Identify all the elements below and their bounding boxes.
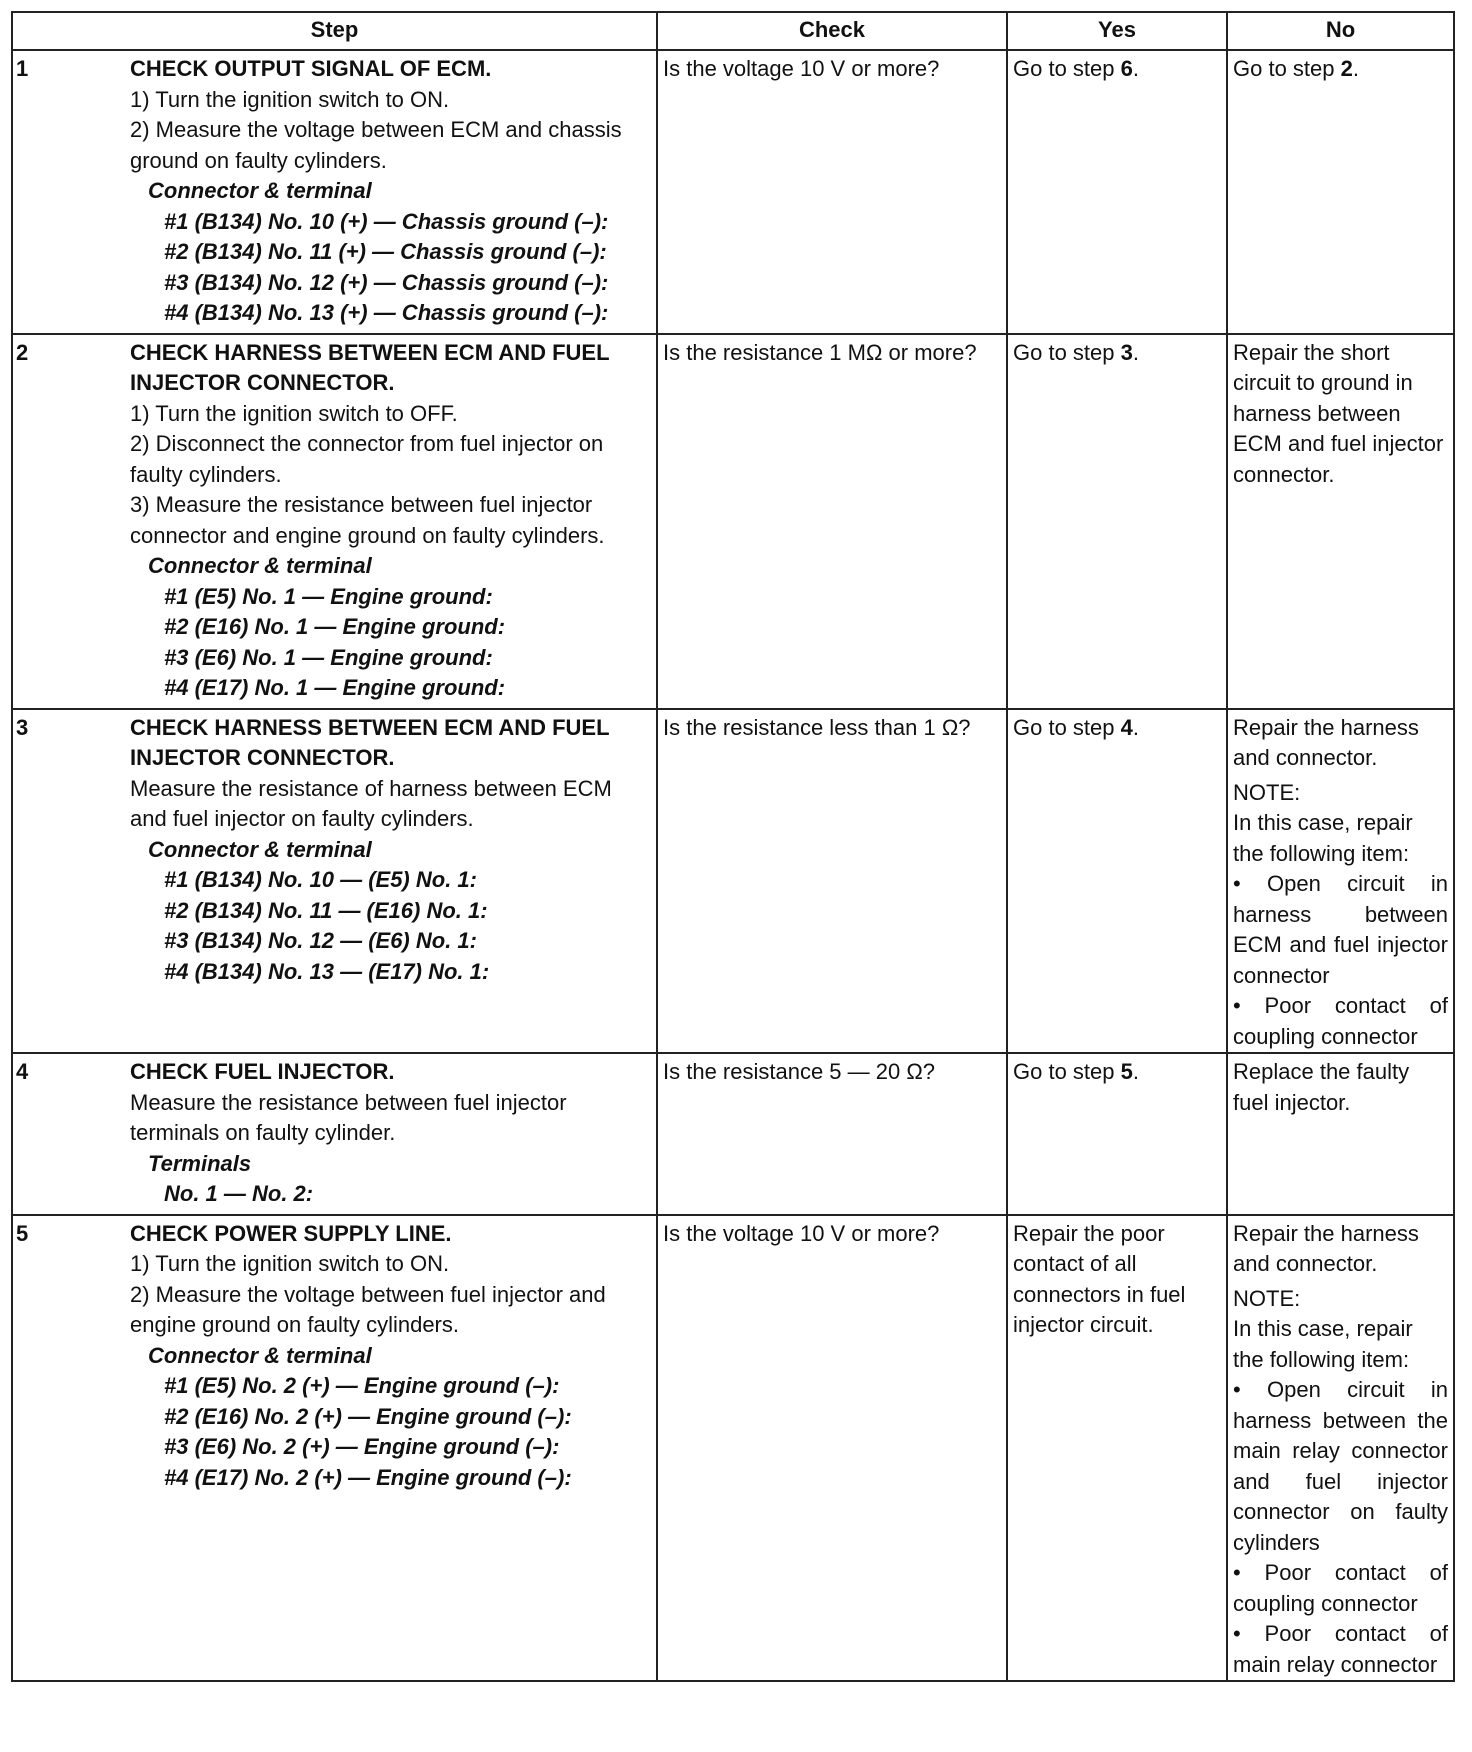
no-cell [1227,1053,1454,1215]
no-text: Repair the short circuit to ground in harness between ECM and fuel injector connector. [1233,339,1444,487]
terminal-item: #1 (B134) No. 10 — (E5) No. 1: [164,867,477,892]
table-row [12,1215,1454,1682]
connector-terminal-label: Terminals [148,1150,252,1176]
yes-cell: Go to step 4. [1007,709,1227,1054]
header-yes: Yes [1007,12,1227,50]
instruction-line: 2) Disconnect the connector from fuel injector on faulty cylinders. [130,431,604,487]
diagnostic-table [11,11,1455,1682]
instruction-line: 1) Turn the ignition switch to ON. [130,86,450,112]
terminal-item: #2 (E16) No. 2 (+) — Engine ground (–): [164,1403,572,1429]
table-header-row [12,12,1454,50]
step-cell [12,709,657,1054]
yes-text: Go to step [1013,339,1121,365]
terminal-item: #3 (B134) No. 12 — (E6) No. 1: [164,928,477,953]
yes-cell [1007,1215,1227,1682]
terminal-item: No. 1 — No. 2: [164,1181,314,1206]
connector-terminal-label: Connector & terminal [148,836,372,862]
yes-step-number: 3 [1120,339,1133,365]
no-cell [1227,334,1454,709]
no-cell [1227,709,1454,1054]
instruction-line: Measure the resistance between fuel injector terminals on faulty cylinder. [130,1089,567,1145]
step-description [130,335,656,704]
check-cell: Is the voltage 10 V or more? [657,1215,1007,1682]
yes-text: Go to step [1013,1059,1121,1084]
step-title: CHECK HARNESS BETWEEN ECM AND FUEL INJECTOR CONNECTOR. [130,714,610,770]
terminal-list [130,1371,652,1493]
no-text: Repair the harness and connector. [1233,1220,1419,1276]
table-row [12,334,1454,709]
no-text: Replace the faulty fuel injector. [1233,1059,1410,1115]
instruction-line: 1) Turn the ignition switch to OFF. [130,400,458,426]
step-number: 3 [16,714,29,740]
yes-step-number: 4 [1120,714,1133,740]
terminal-item: #1 (B134) No. 10 (+) — Chassis ground (–): [164,208,609,234]
step-description [130,1054,656,1210]
terminal-item: #3 (B134) No. 12 (+) — Chassis ground (–): [164,269,609,295]
check-cell: Is the resistance 5 — 20 Ω? [657,1053,1007,1215]
step-cell [12,334,657,709]
note-intro: In this case, repair the following item: [1233,810,1413,866]
step-title: CHECK HARNESS BETWEEN ECM AND FUEL INJECTOR CONNECTOR. [130,339,610,395]
step-instructions [130,1249,652,1341]
connector-terminal-label: Connector & terminal [148,178,372,203]
no-step-number: 2 [1340,56,1353,81]
terminal-list [130,1179,652,1210]
table-body [12,50,1454,1681]
step-number: 4 [16,1059,29,1084]
yes-step-number: 5 [1120,1059,1133,1084]
table-row [12,709,1454,1054]
terminal-list [130,865,652,987]
instruction-line: 2) Measure the voltage between fuel injector and engine ground on faulty cylinders. [130,1281,606,1337]
yes-cell: Go to step 6. [1007,50,1227,334]
header-check: Check [657,12,1007,50]
step-description [130,51,656,329]
step-title: CHECK OUTPUT SIGNAL OF ECM. [130,56,492,81]
terminal-item: #3 (E6) No. 2 (+) — Engine ground (–): [164,1434,560,1459]
note-label: NOTE: [1233,779,1301,805]
check-cell: Is the voltage 10 V or more? [657,50,1007,334]
step-number: 1 [16,56,29,81]
no-text: Go to step 2. [1233,56,1359,81]
note-bullet-item: • Poor contact of coupling connector [1233,993,1448,1049]
connector-terminal-label: Connector & terminal [148,553,372,578]
step-number: 5 [16,1220,29,1246]
terminal-item: #4 (B134) No. 13 (+) — Chassis ground (–): [164,300,609,325]
terminal-item: #3 (E6) No. 1 — Engine ground: [164,644,493,670]
note-intro: In this case, repair the following item: [1233,1316,1413,1372]
step-cell [12,1053,657,1215]
terminal-list [130,207,652,329]
connector-terminal-label: Connector & terminal [148,1342,372,1368]
no-cell [1227,50,1454,334]
step-instructions [130,1088,652,1149]
terminal-item: #4 (E17) No. 1 — Engine ground: [164,675,506,700]
step-instructions [130,774,652,835]
yes-text: Go to step [1013,714,1121,740]
note-bullet-item: • Poor contact of coupling connector [1233,1560,1448,1616]
step-title: CHECK FUEL INJECTOR. [130,1059,395,1084]
yes-text: Repair the poor contact of all connectors in fuel injector circuit. [1013,1220,1186,1337]
yes-text: Go to step [1013,56,1121,81]
instruction-line: 1) Turn the ignition switch to ON. [130,1251,450,1276]
step-description [130,1216,656,1494]
terminal-item: #1 (E5) No. 1 — Engine ground: [164,583,493,609]
terminal-item: #2 (B134) No. 11 — (E16) No. 1: [164,897,488,923]
table-row [12,1053,1454,1215]
instruction-line: 2) Measure the voltage between ECM and chassis ground on faulty cylinders. [130,117,622,173]
instruction-line: Measure the resistance of harness between ECM and fuel injector on faulty cylinders. [130,775,612,831]
terminal-item: #2 (B134) No. 11 (+) — Chassis ground (–): [164,239,607,264]
step-cell [12,50,657,334]
check-cell: Is the resistance less than 1 Ω? [657,709,1007,1054]
terminal-item: #1 (E5) No. 2 (+) — Engine ground (–): [164,1373,560,1398]
step-cell [12,1215,657,1682]
terminal-item: #4 (E17) No. 2 (+) — Engine ground (–): [164,1464,572,1490]
terminal-item: #4 (B134) No. 13 — (E17) No. 1: [164,958,490,984]
no-cell [1227,1215,1454,1682]
note-label: NOTE: [1233,1285,1301,1311]
step-instructions [130,399,652,552]
no-text: Repair the harness and connector. [1233,714,1419,770]
yes-cell: Go to step 3. [1007,334,1227,709]
header-no: No [1227,12,1454,50]
note-bullet-item: • Poor contact of main relay connector [1233,1621,1448,1677]
header-step: Step [12,12,657,50]
terminal-item: #2 (E16) No. 1 — Engine ground: [164,614,506,639]
step-number: 2 [16,339,29,365]
step-instructions [130,85,652,177]
step-title: CHECK POWER SUPPLY LINE. [130,1220,452,1246]
yes-cell: Go to step 5. [1007,1053,1227,1215]
note-bullet-item: • Open circuit in harness between ECM and fuel injector connector [1233,871,1448,988]
terminal-list [130,582,652,704]
note-bullet-item: • Open circuit in harness between the main relay connector and fuel injector connector on faulty cylinders [1233,1377,1448,1555]
instruction-line: 3) Measure the resistance between fuel injector connector and engine ground on faulty cylinders. [130,492,605,548]
step-description [130,710,656,988]
check-cell: Is the resistance 1 MΩ or more? [657,334,1007,709]
yes-step-number: 6 [1120,56,1133,81]
diagnostic-procedure-document [11,11,1453,1682]
table-row [12,50,1454,334]
